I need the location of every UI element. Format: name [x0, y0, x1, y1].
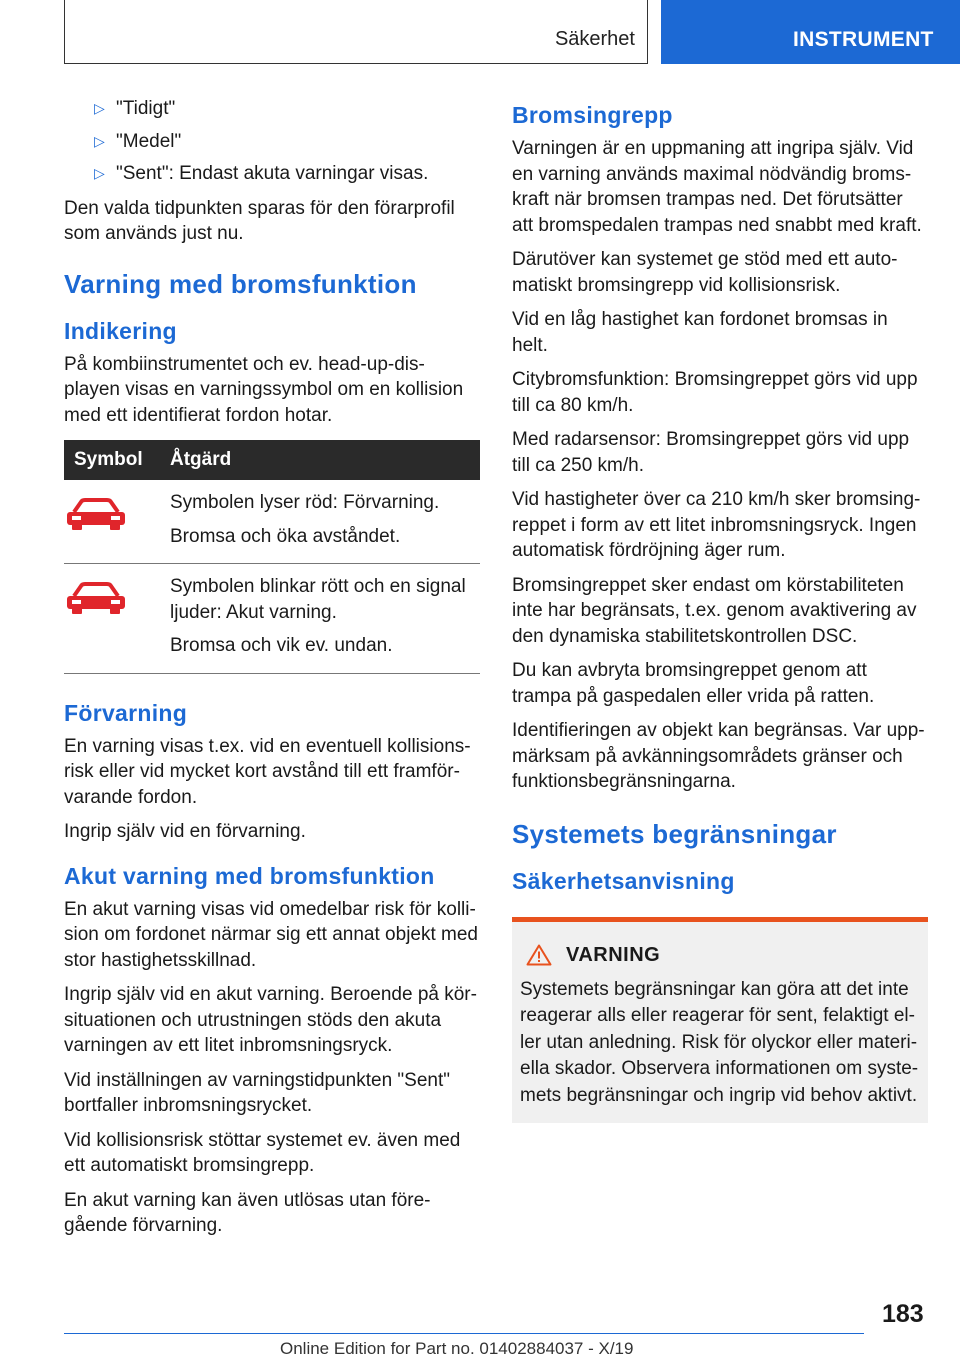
triangle-bullet-icon: ▷	[94, 100, 105, 116]
heading-bromsingrepp: Bromsingrepp	[512, 102, 673, 128]
page-number: 183	[882, 1300, 924, 1328]
paragraph: Identifieringen av objekt kan begränsas. Var upp- märksam på avkänningsområdets gränser och funktionsbegränsningarna.	[512, 720, 925, 792]
heading-systemets-begransningar: Systemets begränsningar	[512, 818, 837, 849]
collision-warning-car-icon	[64, 582, 128, 616]
paragraph: Vid kollisionsrisk stöttar systemet ev. även med ett automatiskt bromsingrepp.	[64, 1129, 461, 1176]
heading-sakerhetsanvisning: Säkerhetsanvisning	[512, 867, 735, 894]
header-section-label: Säkerhet	[554, 28, 635, 50]
heading-varning-med-bromsfunktion: Varning med bromsfunktion	[64, 268, 417, 299]
table-cell-text: Bromsa och vik ev. undan.	[170, 635, 393, 656]
table-header-atgard: Åtgärd	[170, 440, 480, 480]
bullet-list	[64, 96, 480, 187]
heading-indikering: Indikering	[64, 317, 177, 344]
paragraph: Ingrip själv vid en akut varning. Beroende på kör- situationen och utrustningen stöds den akuta varningen av ett litet inbromsningsryck.	[64, 984, 477, 1056]
paragraph: En akut varning kan även utlösas utan före- gående förvarning.	[64, 1189, 431, 1236]
paragraph: Vid en låg hastighet kan fordonet bromsas in helt.	[512, 309, 888, 356]
warning-box	[512, 917, 928, 1124]
table-cell-text: Symbolen blinkar rött och en signal ljuder: Akut varning.	[170, 576, 466, 623]
table-cell-text: Bromsa och öka avståndet.	[170, 525, 401, 547]
warning-text: Systemets begränsningar kan göra att det inte reagerar alls eller reagerar för sent, felaktigt el- ler utan anledning. Risk för olyckor eller materi- ella skador. Observera informationen om syste- mets begränsningar och ingrip vid behov aktivt.	[520, 978, 919, 1106]
header-tab[interactable]	[661, 0, 960, 64]
list-item: ▷ "Sent": Endast akuta varningar visas.	[64, 161, 480, 187]
paragraph: Ingrip själv vid en förvarning.	[64, 821, 306, 842]
table-cell-text: Symbolen lyser röd: Förvarning.	[170, 492, 440, 513]
triangle-bullet-icon: ▷	[94, 165, 105, 181]
right-column	[512, 96, 928, 1123]
heading-forvarning: Förvarning	[64, 699, 188, 726]
paragraph: Med radarsensor: Bromsingreppet görs vid upp till ca 250 km/h.	[512, 429, 910, 476]
paragraph: Varningen är en uppmaning att ingripa själv. Vid en varning används maximal nödvändig broms- kraft när bromsen trampas ned. Det förutsätter att bromspedalen trampas ned snabbt med kraft.	[512, 138, 922, 236]
symbol-table	[64, 440, 480, 674]
paragraph: En varning visas t.ex. vid en eventuell kollisions- risk eller vid mycket kort avstånd till ett framför- varande fordon.	[64, 735, 471, 808]
table-header-symbol: Symbol	[64, 440, 170, 480]
header-tab-label: INSTRUMENT	[793, 28, 934, 51]
table-row	[64, 564, 480, 674]
paragraph: Du kan avbryta bromsingreppet genom att trampa på gaspedalen eller vrida på ratten.	[512, 660, 875, 707]
paragraph: Bromsingreppet sker endast om körstabiliteten inte har begränsats, t.ex. genom avaktivering av den dynamiska stabilitetskontrollen DSC.	[512, 574, 917, 647]
footer-edition	[280, 1339, 633, 1359]
footer-edition-text: Online Edition for Part no. 01402884037 - X/19	[280, 1339, 634, 1358]
footer-divider	[64, 1333, 864, 1334]
table-row	[64, 480, 480, 564]
intro-paragraph: Den valda tidpunkten sparas för den förarprofil som används just nu.	[64, 197, 455, 244]
paragraph: Vid hastigheter över ca 210 km/h sker bromsing- reppet i form av ett litet inbromsningsryck. Ingen automatisk fördröjning äger rum.	[512, 489, 921, 561]
paragraph: Vid inställningen av varningstidpunkten "Sent" bortfaller inbromsningsrycket.	[64, 1069, 451, 1116]
triangle-bullet-icon: ▷	[94, 132, 105, 149]
list-item: ▷ "Tidigt"	[64, 96, 480, 122]
heading-akut-varning: Akut varning med bromsfunktion	[64, 862, 435, 889]
list-item: ▷ "Medel"	[64, 129, 480, 155]
header-section-box	[64, 0, 648, 64]
paragraph: Därutöver kan systemet ge stöd med ett auto- matiskt bromsingrepp vid kollisionsrisk.	[512, 249, 898, 296]
indikering-paragraph: På kombiinstrumentet och ev. head-up-dis- playen visas en varningssymbol om en kollision med ett identifierat fordon hotar.	[64, 353, 464, 426]
paragraph: Citybromsfunktion: Bromsingreppet görs vid upp till ca 80 km/h.	[512, 369, 918, 416]
collision-warning-car-icon	[64, 498, 128, 532]
warning-triangle-icon	[526, 944, 552, 966]
left-column	[64, 96, 480, 1248]
warning-title: VARNING	[566, 943, 661, 966]
table-header-row	[64, 440, 480, 480]
paragraph: En akut varning visas vid omedelbar risk för kolli- sion om fordonet närmar sig ett annat objekt med stor hastighetsskillnad.	[64, 898, 479, 971]
